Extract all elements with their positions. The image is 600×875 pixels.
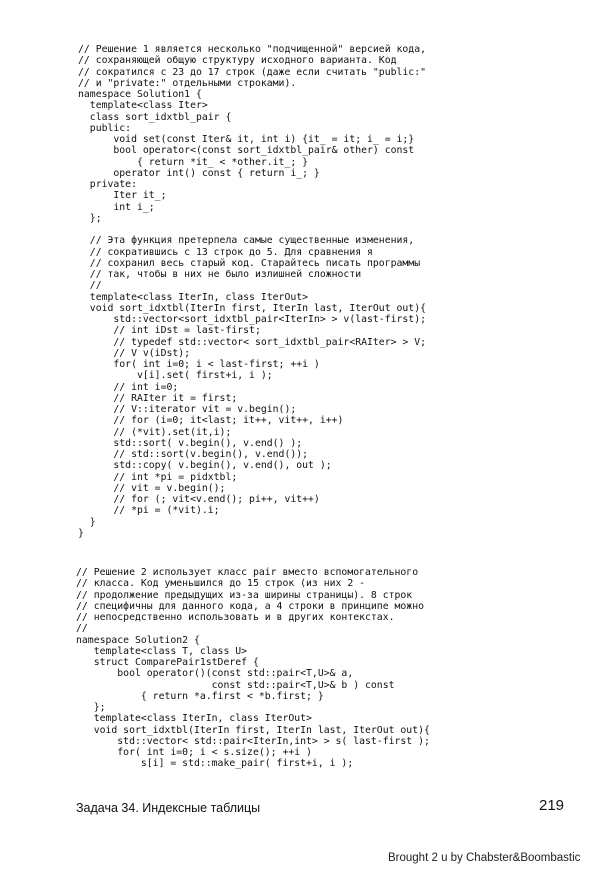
code-line: // [78, 280, 102, 292]
code-line: void set(const Iter& it, int i) {it_ = it; i_ = i;} [78, 134, 415, 145]
code-line: std::vector< std::pair<IterIn,int> > s( last-first ); [76, 735, 430, 747]
code-line: // сохранил весь старый код. Старайтесь писать программы [78, 257, 421, 269]
code-line: // (*vit).set(it,i); [78, 426, 232, 438]
code-line: // сократившись с 13 строк до 5. Для сравнения я [78, 246, 373, 258]
code-line: v[i].set( first+i, i ); [78, 370, 273, 382]
code-line: { return *it_ < *other.it_; } [78, 156, 309, 168]
code-line: } [78, 516, 96, 528]
code-line: namespace Solution1 { [78, 89, 202, 100]
code-line: // класса. Код уменьшился до 15 строк (из них 2 - [76, 578, 366, 590]
code-line: struct ComparePair1stDeref { [76, 657, 259, 668]
code-line: std::sort( v.begin(), v.end() ); [78, 437, 303, 449]
code-line: // for (i=0; it<last; it++, vit++, i++) [78, 415, 344, 427]
code-line: // [76, 623, 88, 635]
page-number: 219 [539, 797, 565, 814]
code-line: // Решение 1 является несколько "подчищенной" версией кода, [78, 44, 426, 55]
code-line: // vit = v.begin(); [78, 482, 226, 494]
code-line: namespace Solution2 { [76, 634, 200, 646]
code-line: // V::iterator vit = v.begin(); [78, 404, 297, 415]
code-line: // RAIter it = first; [78, 392, 238, 404]
code-line: // сократился с 23 до 17 строк (даже если считать "public:" [78, 66, 426, 78]
code-line: // int i=0; [78, 381, 179, 393]
code-line: // Эта функция претерпела самые существенные изменения, [78, 235, 415, 247]
code-line: // std::sort(v.begin(), v.end()); [78, 449, 309, 460]
code-line: s[i] = std::make_pair( first+i, i ); [76, 758, 354, 770]
code-line: // int *pi = pidxtbl; [78, 471, 238, 483]
code-line: // V v(iDst); [78, 347, 191, 359]
code-line: // специфичны для данного кода, а 4 строки в принципе можно [76, 600, 424, 612]
code-line: }; [78, 212, 102, 224]
code-line: // так, чтобы в них не было излишней сложности [78, 269, 362, 280]
code-line: Iter it_; [78, 190, 167, 202]
code-line [78, 224, 426, 235]
code-line: }; [76, 702, 106, 713]
code-line: const std::pair<T,U>& b ) const [76, 679, 395, 691]
code-line: std::copy( v.begin(), v.end(), out ); [78, 460, 332, 472]
code-line: class sort_idxtbl_pair { [78, 111, 232, 123]
code-line: // сохраняющей общую структуру исходного варианта. Код [78, 55, 397, 67]
code-line: void sort_idxtbl(IterIn first, IterIn last, IterOut out){ [78, 302, 426, 314]
code-line: // int iDst = last-first; [78, 325, 261, 337]
code-line: template<class T, class U> [76, 645, 248, 657]
chapter-title-footer: Задача 34. Индексные таблицы [76, 801, 261, 815]
code-block-solution-2 [76, 567, 430, 770]
code-line: void sort_idxtbl(IterIn first, IterIn last, IterOut out){ [76, 724, 430, 736]
code-line: template<class IterIn, class IterOut> [76, 713, 312, 725]
code-line: // Решение 2 использует класс pair вместо вспомогательного [76, 567, 419, 578]
code-line: int i_; [78, 201, 155, 213]
code-block-solution-1 [78, 44, 426, 539]
code-line: // продолжение предыдущих из-за ширины страницы). 8 строк [76, 589, 413, 601]
code-line: // for (; vit<v.end(); pi++, vit++) [78, 494, 320, 505]
code-line: bool operator()(const std::pair<T,U>& a, [76, 668, 354, 680]
code-line: } [78, 527, 84, 539]
scan-credit: Brought 2 u by Chabster&Boombastic [388, 852, 581, 864]
code-line: template<class IterIn, class IterOut> [78, 291, 309, 303]
code-line: // непосредственно использовать и в других контекстах. [76, 612, 395, 623]
code-line: bool operator<(const sort_idxtbl_pair& other) const [78, 145, 415, 157]
code-line: { return *a.first < *b.first; } [76, 690, 324, 702]
code-line: template<class Iter> [78, 100, 208, 112]
code-line: public: [78, 122, 132, 134]
code-line: // typedef std::vector< sort_idxtbl_pair<RAIter> > V; [78, 336, 426, 348]
code-line: operator int() const { return i_; } [78, 167, 320, 179]
code-line: // *pi = (*vit).i; [78, 505, 220, 517]
code-line: for( int i=0; i < s.size(); ++i ) [76, 747, 312, 758]
code-line: for( int i=0; i < last-first; ++i ) [78, 359, 320, 370]
code-line: std::vector<sort_idxtbl_pair<IterIn> > v(last-first); [78, 314, 426, 325]
code-line: private: [78, 179, 137, 190]
code-line: // и "private:" отдельными строками). [78, 77, 297, 89]
